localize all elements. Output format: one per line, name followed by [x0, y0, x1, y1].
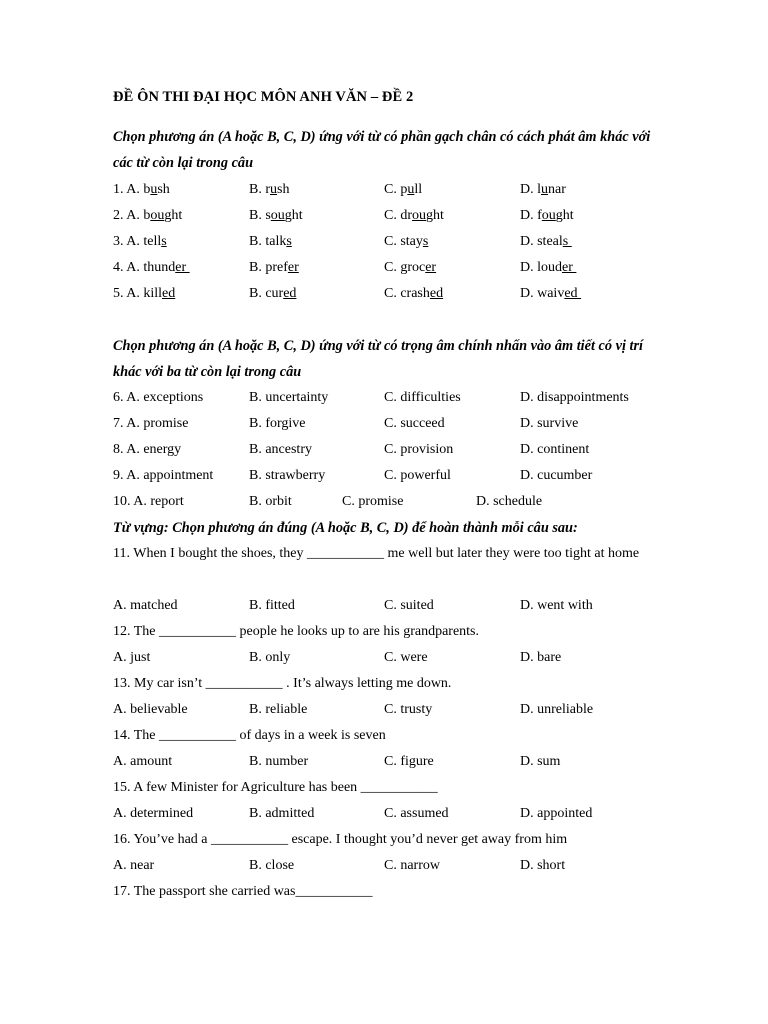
- question-15-text: 15. A few Minister for Agriculture has been ___________: [113, 780, 438, 795]
- option-text: D. l: [520, 182, 541, 197]
- option-text: ght: [164, 208, 183, 223]
- option-c: C. trusty: [384, 702, 433, 717]
- option-text: D. loud: [520, 260, 562, 275]
- option-c: C. suited: [384, 598, 434, 613]
- option-b: B. uncertainty: [249, 390, 329, 405]
- option-d: D. continent: [520, 442, 590, 457]
- underlined-part: ou: [270, 208, 285, 223]
- option-a: A. believable: [113, 702, 188, 717]
- option-d: D. bare: [520, 650, 562, 665]
- underlined-part: ou: [541, 208, 556, 223]
- option-text: 1. A. b: [113, 182, 151, 197]
- option-a: [113, 177, 170, 203]
- underlined-part: s: [161, 234, 167, 249]
- option-b: B. strawberry: [249, 468, 326, 483]
- option-c: C. assumed: [384, 806, 449, 821]
- option-text: sh: [277, 182, 290, 197]
- option-text: B. cur: [249, 286, 284, 301]
- option-c: [384, 255, 436, 281]
- option-a: A. matched: [113, 598, 178, 613]
- underlined-part: s: [286, 234, 292, 249]
- underlined-part: s: [422, 234, 429, 249]
- option-a: 8. A. energy: [113, 442, 182, 457]
- option-c: C. powerful: [384, 468, 451, 483]
- question-6-row: [0, 385, 768, 411]
- option-a: 6. A. exceptions: [113, 390, 204, 405]
- option-d: [520, 281, 581, 307]
- underlined-part: u: [407, 182, 415, 197]
- option-text: D. f: [520, 208, 542, 223]
- option-b: [249, 255, 299, 281]
- option-a: 7. A. promise: [113, 416, 189, 431]
- option-a: 9. A. appointment: [113, 468, 214, 483]
- question-16-options: [0, 853, 768, 879]
- option-b: B. only: [249, 650, 291, 665]
- option-b: B. orbit: [249, 494, 292, 509]
- section1-instruction: Chọn phương án (A hoặc B, C, D) ứng với từ có phần gạch chân có cách phát âm khác với các từ còn lại trong câu: [113, 129, 651, 171]
- underlined-part: ed: [564, 286, 582, 301]
- option-d: [520, 177, 566, 203]
- option-d: [520, 203, 574, 229]
- option-text: C. crash: [384, 286, 430, 301]
- underlined-part: u: [270, 182, 277, 197]
- question-12-options: [0, 645, 768, 671]
- option-b: [249, 203, 303, 229]
- option-text: C. p: [384, 182, 408, 197]
- underlined-part: er: [425, 260, 437, 275]
- option-text: C. groc: [384, 260, 426, 275]
- option-d: D. survive: [520, 416, 579, 431]
- option-a: [113, 229, 167, 255]
- question-5-row: [0, 281, 768, 307]
- option-b: [249, 177, 289, 203]
- option-text: C. stay: [384, 234, 423, 249]
- question-11-options: [0, 593, 768, 619]
- question-13-options: [0, 697, 768, 723]
- option-b: [249, 281, 296, 307]
- question-9-row: [0, 463, 768, 489]
- question-13-text: 13. My car isn’t ___________ . It’s always letting me down.: [113, 676, 452, 691]
- option-c: C. promise: [342, 494, 404, 509]
- option-text: D. waiv: [520, 286, 565, 301]
- option-text: 2. A. b: [113, 208, 151, 223]
- option-d: D. appointed: [520, 806, 593, 821]
- option-a: [113, 203, 182, 229]
- underlined-part: ed: [283, 286, 297, 301]
- question-3-row: [0, 229, 768, 255]
- option-c: [384, 177, 422, 203]
- underlined-part: er: [562, 260, 577, 275]
- option-d: [520, 229, 572, 255]
- option-b: B. number: [249, 754, 309, 769]
- option-b: B. close: [249, 858, 295, 873]
- option-text: C. dr: [384, 208, 412, 223]
- option-b: B. forgive: [249, 416, 306, 431]
- underlined-part: u: [150, 182, 158, 197]
- option-text: D. steal: [520, 234, 563, 249]
- option-a: [113, 281, 175, 307]
- option-text: B. s: [249, 208, 271, 223]
- option-d: D. short: [520, 858, 566, 873]
- option-text: 5. A. kill: [113, 286, 163, 301]
- option-d: D. unreliable: [520, 702, 594, 717]
- option-b: B. reliable: [249, 702, 308, 717]
- option-a: A. amount: [113, 754, 173, 769]
- option-b: [249, 229, 292, 255]
- option-d: D. cucumber: [520, 468, 593, 483]
- question-1-row: [0, 177, 768, 203]
- option-c: C. narrow: [384, 858, 440, 873]
- underlined-part: ou: [150, 208, 165, 223]
- option-d: D. went with: [520, 598, 593, 613]
- option-d: D. disappointments: [520, 390, 629, 405]
- underlined-part: ed: [429, 286, 444, 301]
- question-10-row: [0, 489, 768, 515]
- option-text: B. pref: [249, 260, 288, 275]
- underlined-part: s: [562, 234, 572, 249]
- option-b: B. fitted: [249, 598, 295, 613]
- option-text: ght: [284, 208, 303, 223]
- option-d: [520, 255, 576, 281]
- option-a: A. near: [113, 858, 155, 873]
- question-2-row: [0, 203, 768, 229]
- option-d: D. sum: [520, 754, 561, 769]
- question-16-text: 16. You’ve had a ___________ escape. I thought you’d never get away from him: [113, 832, 568, 847]
- option-c: C. were: [384, 650, 428, 665]
- question-14-options: [0, 749, 768, 775]
- option-text: B. r: [249, 182, 270, 197]
- option-text: sh: [157, 182, 170, 197]
- option-c: C. difficulties: [384, 390, 461, 405]
- underlined-part: er: [287, 260, 299, 275]
- option-c: [384, 281, 443, 307]
- option-d: D. schedule: [476, 494, 543, 509]
- option-a: [113, 255, 190, 281]
- underlined-part: u: [541, 182, 548, 197]
- underlined-part: er: [175, 260, 190, 275]
- option-c: C. succeed: [384, 416, 445, 431]
- underlined-part: ou: [412, 208, 426, 223]
- section2-instruction: Chọn phương án (A hoặc B, C, D) ứng với từ có trọng âm chính nhấn vào âm tiết có vị trí khác với ba từ còn lại trong câu: [113, 338, 643, 380]
- option-a: A. just: [113, 650, 151, 665]
- page-title: ĐỀ ÔN THI ĐẠI HỌC MÔN ANH VĂN – ĐỀ 2: [113, 89, 414, 105]
- option-a: 10. A. report: [113, 494, 184, 509]
- option-text: nar: [548, 182, 566, 197]
- section3-instruction: Từ vựng: Chọn phương án đúng (A hoặc B, C, D) để hoàn thành mỗi câu sau:: [113, 520, 578, 536]
- option-b: B. ancestry: [249, 442, 312, 457]
- question-12-text: 12. The ___________ people he looks up to are his grandparents.: [113, 624, 480, 639]
- option-text: B. talk: [249, 234, 287, 249]
- question-8-row: [0, 437, 768, 463]
- question-11-text: 11. When I bought the shoes, they ___________ me well but later they were too tight at home: [113, 546, 640, 561]
- option-text: ght: [426, 208, 444, 223]
- question-15-options: [0, 801, 768, 827]
- option-c: C. figure: [384, 754, 434, 769]
- option-text: 4. A. thund: [113, 260, 176, 275]
- option-text: ght: [555, 208, 574, 223]
- question-17-text: 17. The passport she carried was___________: [113, 884, 373, 899]
- option-c: [384, 203, 444, 229]
- option-c: C. provision: [384, 442, 454, 457]
- question-14-text: 14. The ___________ of days in a week is seven: [113, 728, 386, 743]
- underlined-part: ed: [162, 286, 176, 301]
- option-text: ll: [414, 182, 423, 197]
- option-text: 3. A. tell: [113, 234, 162, 249]
- option-c: [384, 229, 428, 255]
- question-4-row: [0, 255, 768, 281]
- option-a: A. determined: [113, 806, 194, 821]
- question-7-row: [0, 411, 768, 437]
- option-b: B. admitted: [249, 806, 315, 821]
